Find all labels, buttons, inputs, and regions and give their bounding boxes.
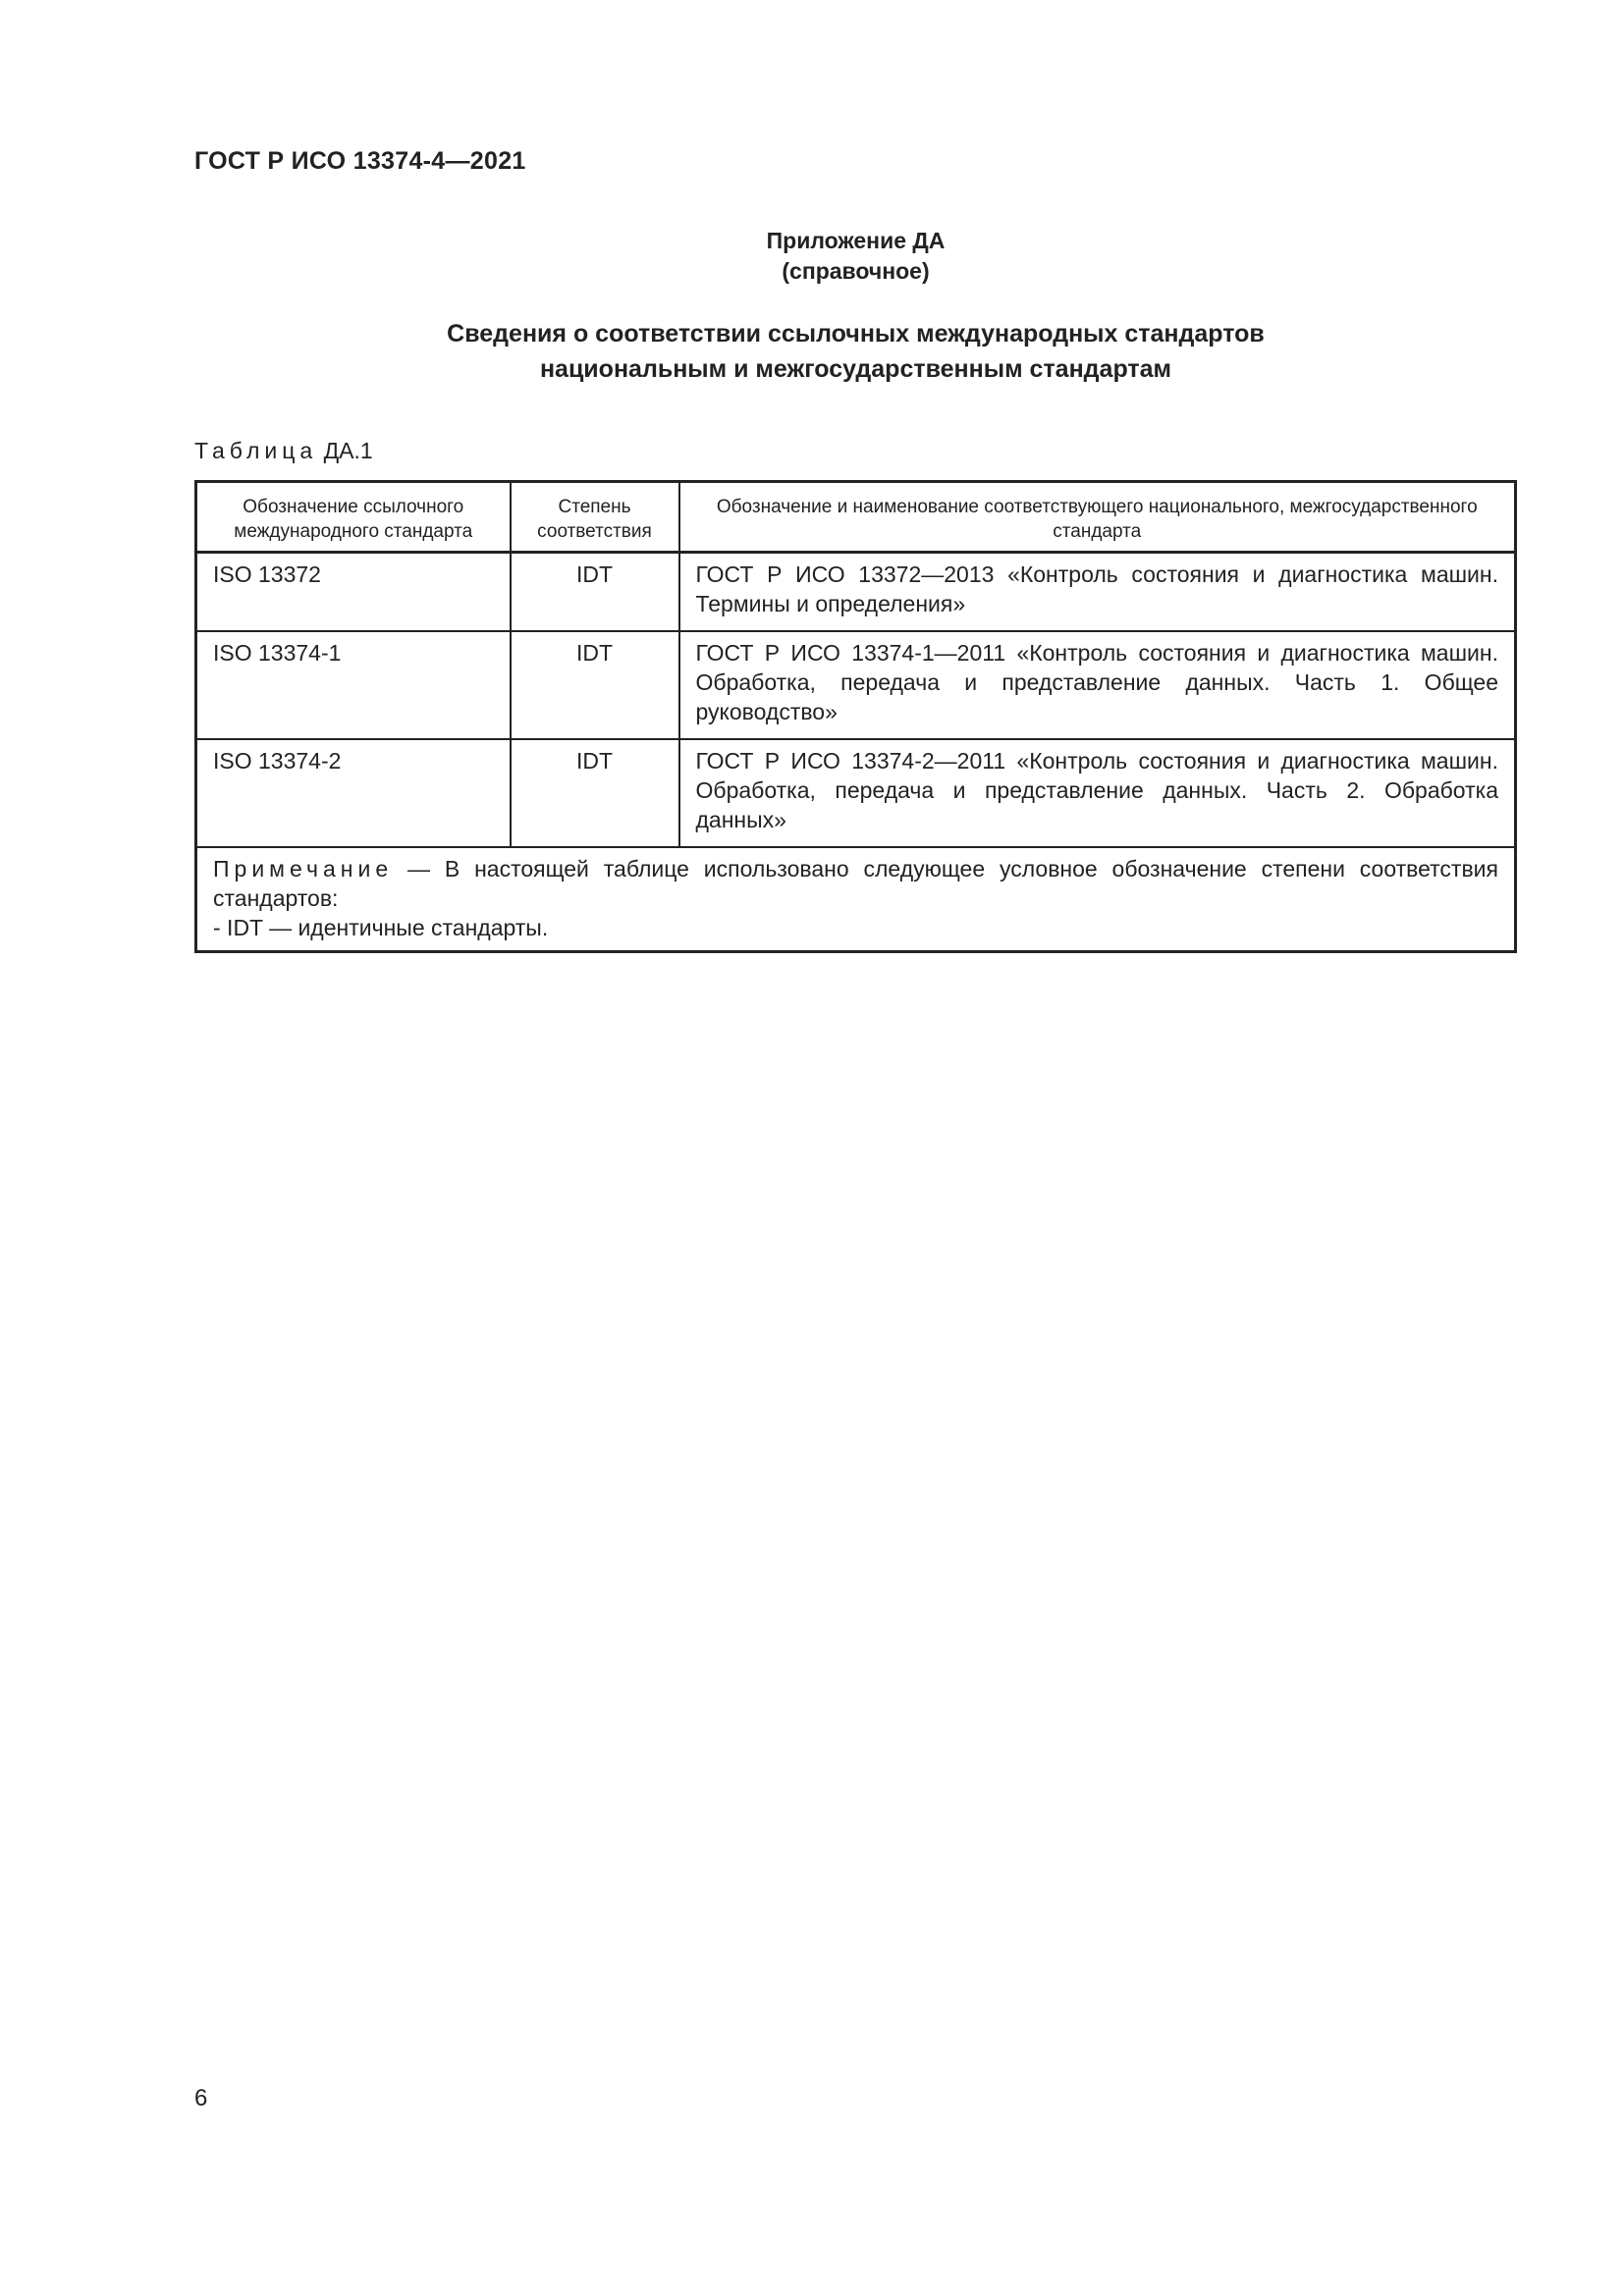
note-item: - IDT — идентичные стандарты. <box>213 914 549 940</box>
table-note-row <box>196 847 1516 952</box>
table-label <box>194 438 373 464</box>
annex-heading-line-1: Сведения о соответствии ссылочных международных стандартов <box>447 320 1265 347</box>
cell-national-standard: ГОСТ Р ИСО 13374-1—2011 «Контроль состояния и диагностика машин. Обработка, передача и представление данных. Часть 1. Общее руководство» <box>679 631 1516 739</box>
table-row <box>196 631 1516 739</box>
cell-national-standard: ГОСТ Р ИСО 13372—2013 «Контроль состояния и диагностика машин. Термины и определения» <box>679 553 1516 631</box>
annex-heading <box>194 316 1517 387</box>
table-label-word: Таблица <box>194 438 318 463</box>
cell-degree: IDT <box>511 553 679 631</box>
table-label-number: ДА.1 <box>323 438 373 463</box>
cell-international-standard: ISO 13372 <box>196 553 511 631</box>
table-row <box>196 739 1516 847</box>
cell-international-standard: ISO 13374-2 <box>196 739 511 847</box>
document-header: ГОСТ Р ИСО 13374-4—2021 <box>194 147 526 175</box>
cell-degree: IDT <box>511 631 679 739</box>
page-number: 6 <box>194 2085 208 2111</box>
annex-type: (справочное) <box>782 258 930 284</box>
annex-heading-line-2: национальным и межгосударственным стандартам <box>539 355 1172 383</box>
table-note <box>196 847 1516 952</box>
column-header-national: Обозначение и наименование соответствующего национального, межгосударственного стандарта <box>679 482 1516 553</box>
column-header-international: Обозначение ссылочного международного стандарта <box>196 482 511 553</box>
cell-international-standard: ISO 13374-1 <box>196 631 511 739</box>
annex-title: Приложение ДА <box>766 228 946 253</box>
table-header-row <box>196 482 1516 553</box>
cell-national-standard: ГОСТ Р ИСО 13374-2—2011 «Контроль состояния и диагностика машин. Обработка, передача и представление данных. Часть 2. Обработка данных» <box>679 739 1516 847</box>
note-label: Примечание <box>213 855 394 881</box>
correspondence-table <box>194 480 1517 953</box>
annex-title-block <box>194 226 1517 287</box>
cell-degree: IDT <box>511 739 679 847</box>
table-row <box>196 553 1516 631</box>
column-header-degree: Степень соответствия <box>511 482 679 553</box>
note-text: — В настоящей таблице использовано следующее условное обозначение степени соответствия стандартов: <box>213 855 1498 911</box>
